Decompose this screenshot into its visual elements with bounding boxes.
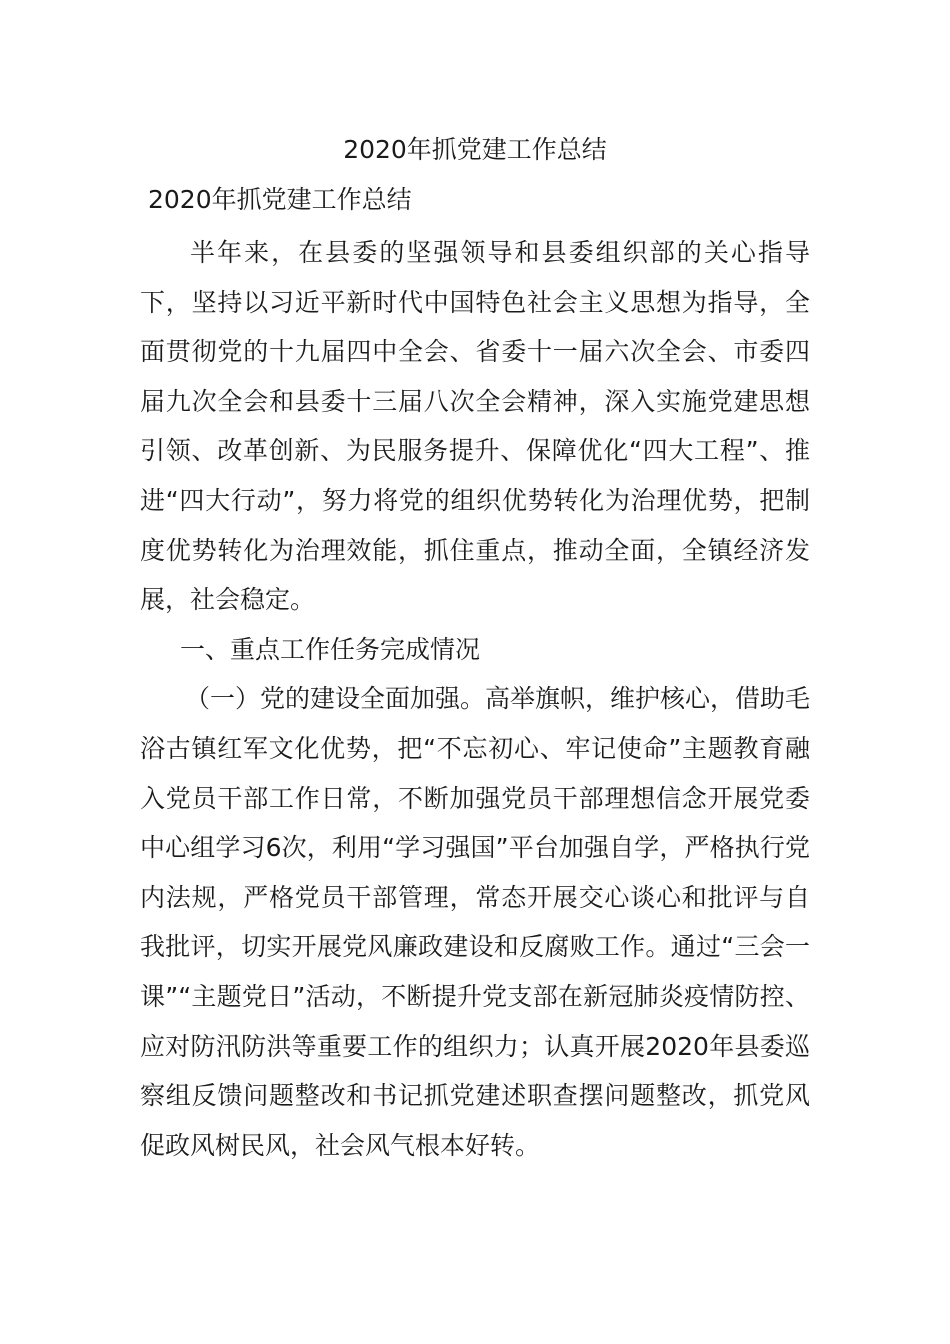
section-heading: 一、重点工作任务完成情况 xyxy=(180,634,481,664)
document-body xyxy=(140,228,810,1170)
paragraph-intro: 半年来，在县委的坚强领导和县委组织部的关心指导下，坚持以习近平新时代中国特色社会主义思想为指导，全面贯彻党的十九届四中全会、省委十一届六次全会、市委四届九次全会和县委十三届八次全会精神，深入实施党建思想引领、改革创新、为民服务提升、保障优化“四大工程”、推进“四大行动”，努力将党的组织优势转化为治理优势，把制度优势转化为治理效能，抓住重点，推动全面，全镇经济发展，社会稳定。 xyxy=(140,238,810,615)
document-title: 2020年抓党建工作总结 xyxy=(343,135,607,164)
document-subtitle: 2020年抓党建工作总结 xyxy=(148,185,412,214)
paragraph-party-building: （一）党的建设全面加强。高举旗帜，维护核心，借助毛浴古镇红军文化优势，把“不忘初心、牢记使命”主题教育融入党员干部工作日常，不断加强党员干部理想信念开展党委中心组学习6次，利用“学习强国”平台加强自学，严格执行党内法规，严格党员干部管理，常态开展交心谈心和批评与自我批评，切实开展党风廉政建设和反腐败工作。通过“三会一课”“主题党日”活动，不断提升党支部在新冠肺炎疫情防控、应对防汛防洪等重要工作的组织力；认真开展2020年县委巡察组反馈问题整改和书记抓党建述职查摆问题整改，抓党风促政风树民风，社会风气根本好转。 xyxy=(140,684,811,1160)
